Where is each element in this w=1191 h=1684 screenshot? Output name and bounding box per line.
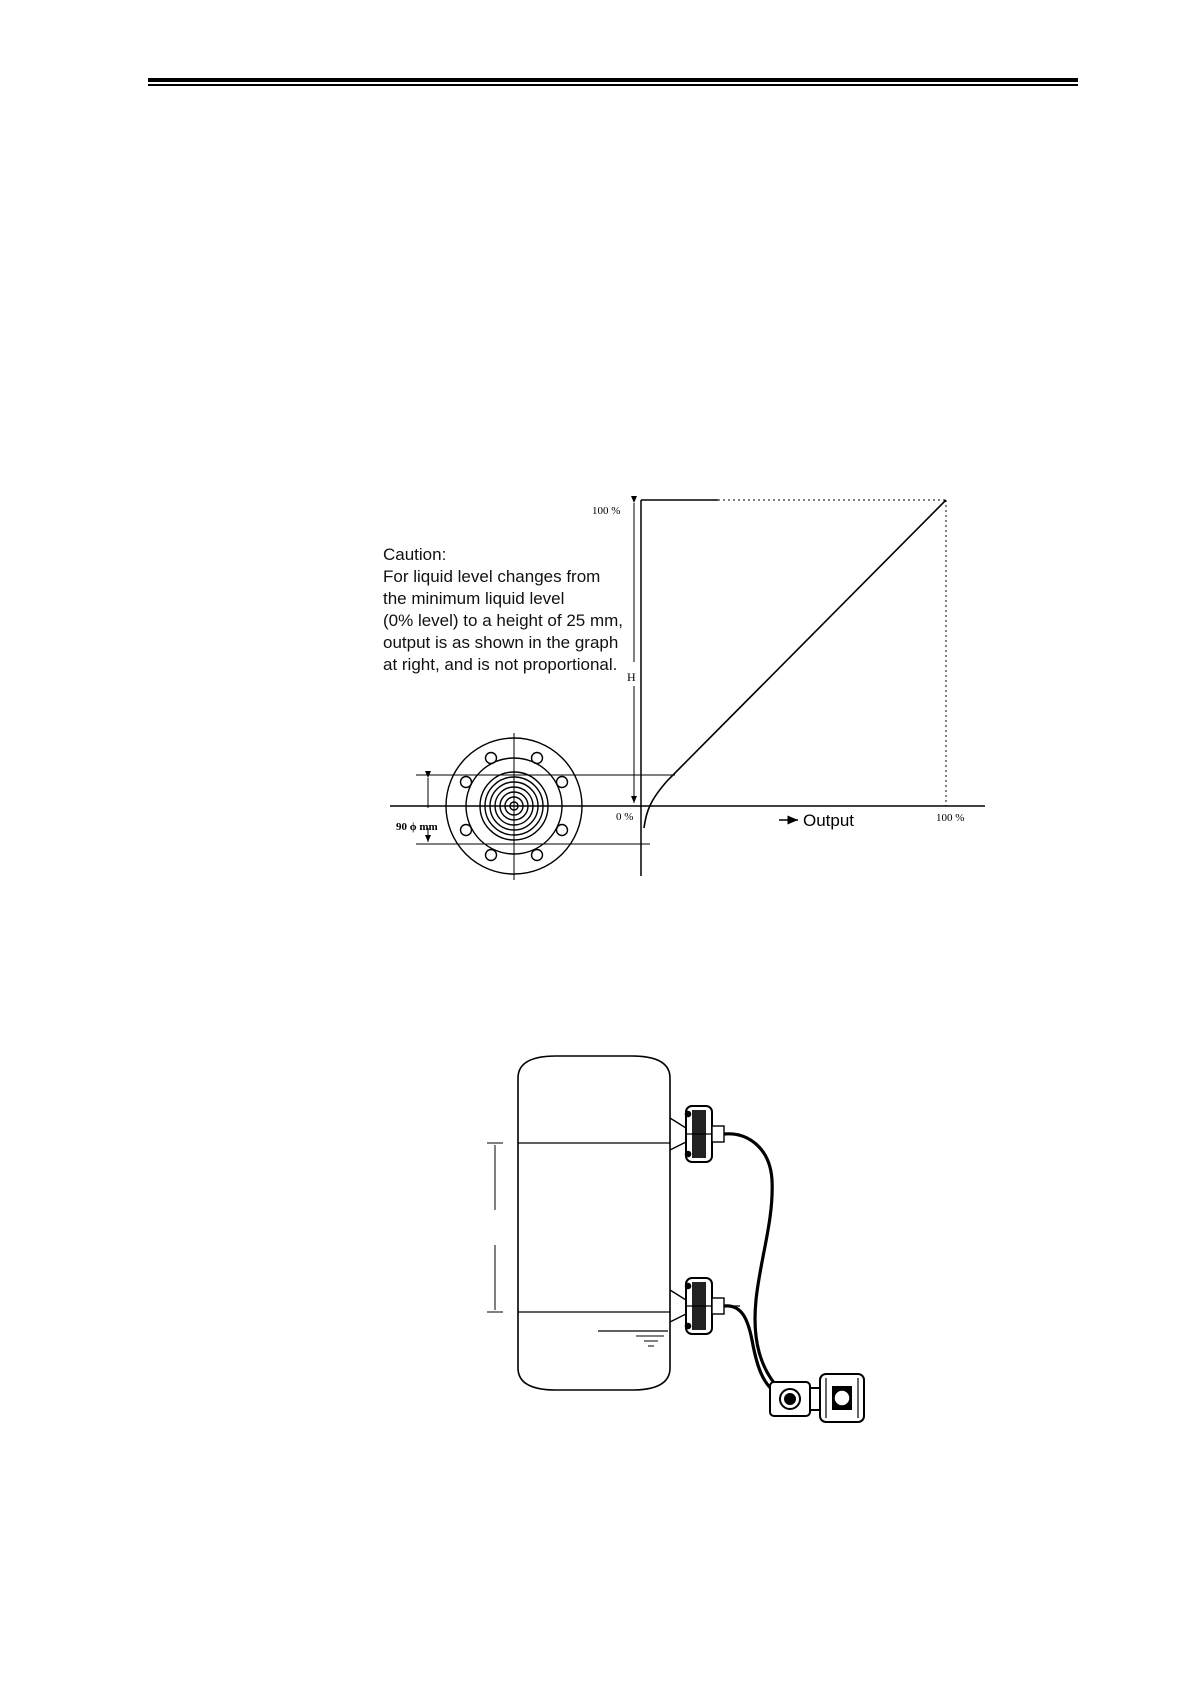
caution-line: Caution: — [383, 545, 447, 564]
caution-line: at right, and is not proportional. — [383, 655, 618, 674]
label-diameter: 90 ϕ mm — [396, 821, 438, 833]
label-h: H — [627, 670, 636, 684]
transmitter — [770, 1374, 864, 1422]
caution-line: the minimum liquid level — [383, 589, 565, 608]
tank-installation-drawing — [487, 1056, 864, 1422]
caution-line: output is as shown in the graph — [383, 633, 619, 652]
label-0-percent: 0 % — [616, 811, 634, 823]
tank-body — [518, 1056, 670, 1390]
label-100-percent-top: 100 % — [592, 505, 621, 517]
caution-line: For liquid level changes from — [383, 567, 601, 586]
level-output-graph — [390, 500, 985, 876]
upper-capillary — [724, 1134, 782, 1392]
response-curve — [644, 500, 946, 828]
caution-line: (0% level) to a height of 25 mm, — [383, 611, 624, 630]
label-100-percent-right: 100 % — [936, 812, 965, 824]
label-output: Output — [803, 811, 855, 830]
